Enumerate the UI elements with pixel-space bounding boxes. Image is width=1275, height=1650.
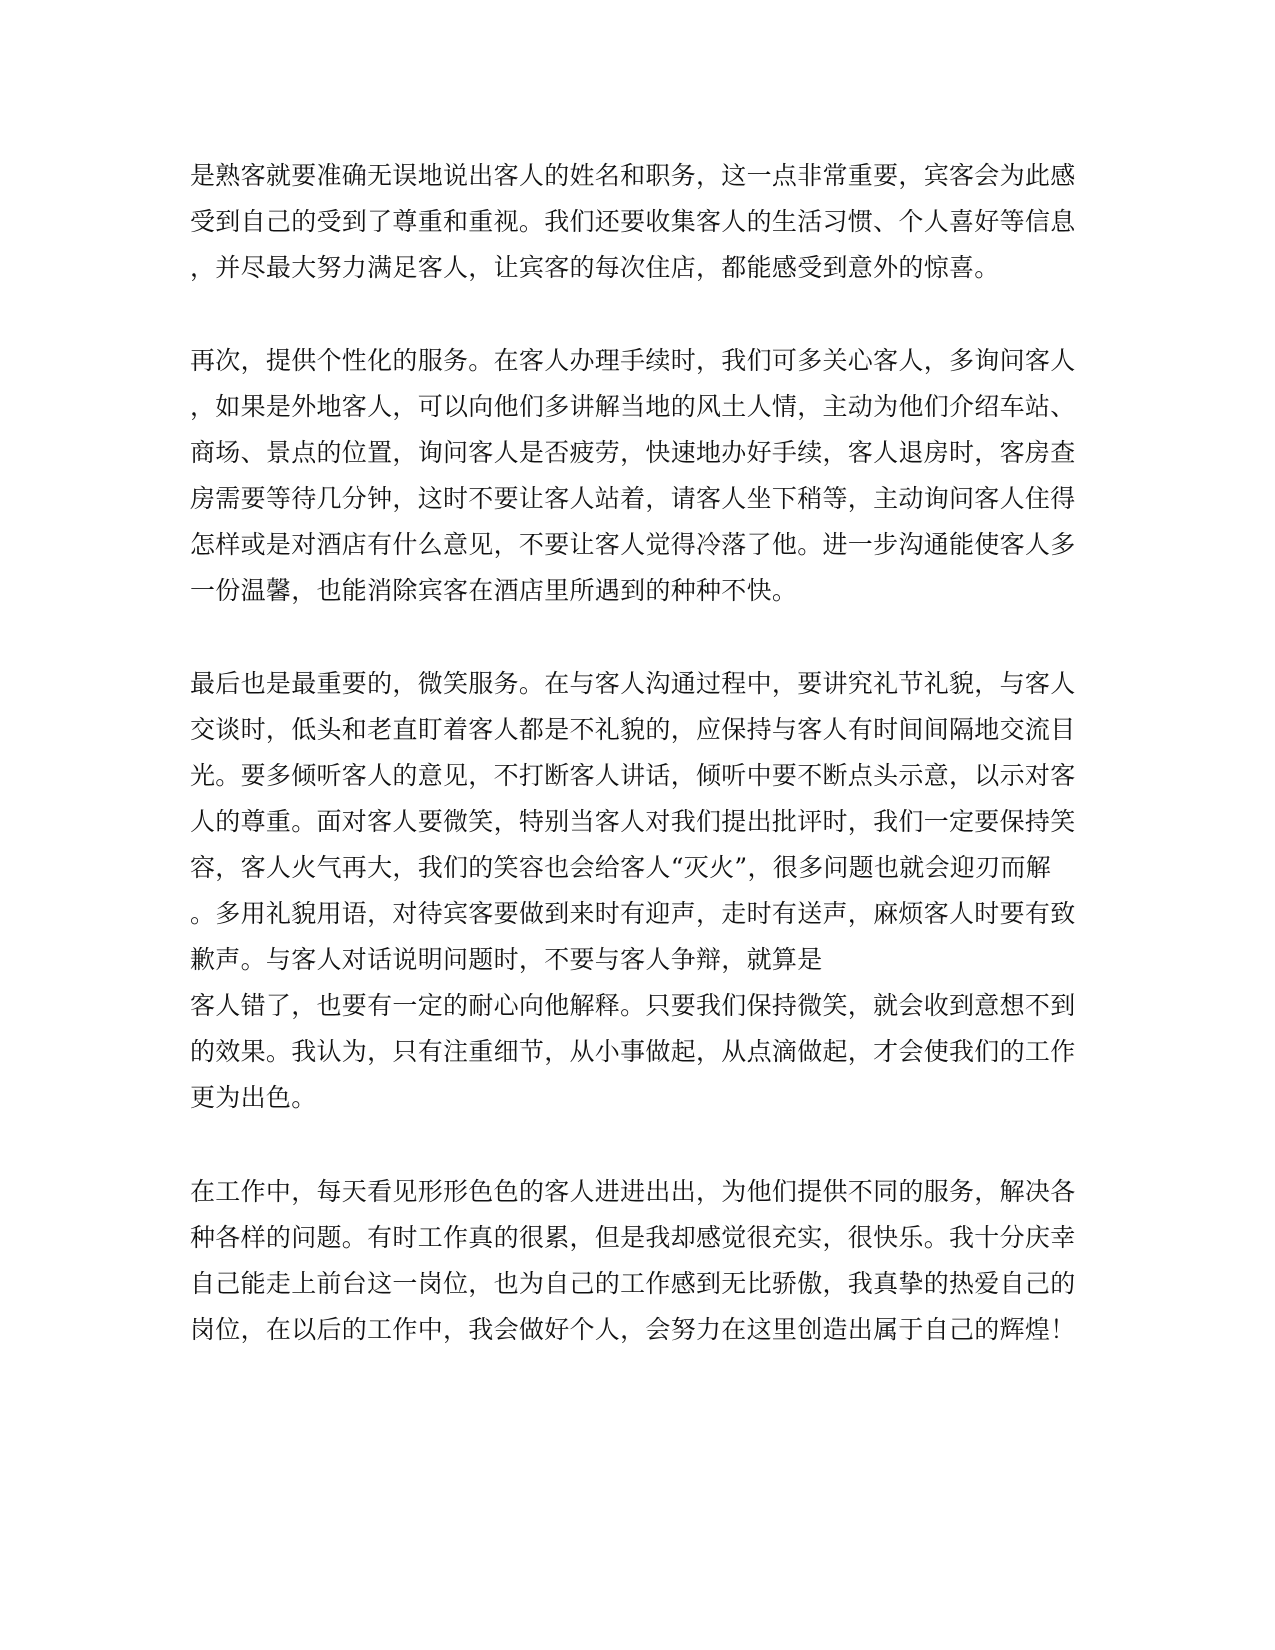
paragraph-4-line-1: 在工作中，每天看见形形色色的客人进进出出，为他们提供不同的服务，解决各 <box>190 1177 1076 1206</box>
paragraph-3-line-6: 。多用礼貌用语，对待宾客要做到来时有迎声，走时有送声，麻烦客人时要有致 <box>190 899 1076 928</box>
paragraph-4-line-3: 自己能走上前台这一岗位，也为自己的工作感到无比骄傲，我真挚的热爱自己的 <box>190 1269 1076 1298</box>
paragraph-2-line-3: 商场、景点的位置，询问客人是否疲劳，快速地办好手续，客人退房时，客房查 <box>190 438 1076 467</box>
paragraph-3-line-5: 容，客人火气再大，我们的笑容也会给客人“灭火”，很多问题也就会迎刃而解 <box>190 853 1052 882</box>
paragraph-3-line-7: 歉声。与客人对话说明问题时，不要与客人争辩，就算是 <box>190 945 823 974</box>
paragraph-3-line-8: 客人错了，也要有一定的耐心向他解释。只要我们保持微笑，就会收到意想不到 <box>190 991 1076 1020</box>
paragraph-2-line-5: 怎样或是对酒店有什么意见，不要让客人觉得冷落了他。进一步沟通能使客人多 <box>190 530 1076 559</box>
paragraph-1-line-2: 受到自己的受到了尊重和重视。我们还要收集客人的生活习惯、个人喜好等信息 <box>190 207 1076 236</box>
paragraph-2-line-6: 一份温馨，也能消除宾客在酒店里所遇到的种种不快。 <box>190 576 798 605</box>
paragraph-3-line-4: 人的尊重。面对客人要微笑，特别当客人对我们提出批评时，我们一定要保持笑 <box>190 807 1076 836</box>
paragraph-3-line-10: 更为出色。 <box>190 1083 317 1112</box>
paragraph-1-line-3: ，并尽最大努力满足客人，让宾客的每次住店，都能感受到意外的惊喜。 <box>190 253 1000 282</box>
paragraph-3-line-9: 的效果。我认为，只有注重细节，从小事做起，从点滴做起，才会使我们的工作 <box>190 1037 1076 1066</box>
paragraph-3-line-1: 最后也是最重要的，微笑服务。在与客人沟通过程中，要讲究礼节礼貌，与客人 <box>190 669 1076 698</box>
paragraph-4-line-2: 种各样的问题。有时工作真的很累，但是我却感觉很充实，很快乐。我十分庆幸 <box>190 1223 1076 1252</box>
paragraph-3-line-3: 光。要多倾听客人的意见，不打断客人讲话，倾听中要不断点头示意，以示对客 <box>190 761 1076 790</box>
paragraph-4-line-4: 岗位，在以后的工作中，我会做好个人，会努力在这里创造出属于自己的辉煌！ <box>190 1315 1076 1344</box>
paragraph-1-line-1: 是熟客就要准确无误地说出客人的姓名和职务，这一点非常重要，宾客会为此感 <box>190 161 1076 190</box>
paragraph-2-line-2: ，如果是外地客人，可以向他们多讲解当地的风土人情，主动为他们介绍车站、 <box>190 392 1076 421</box>
paragraph-2-line-1: 再次，提供个性化的服务。在客人办理手续时，我们可多关心客人，多询问客人 <box>190 346 1076 375</box>
paragraph-3-line-2: 交谈时，低头和老直盯着客人都是不礼貌的，应保持与客人有时间间隔地交流目 <box>190 715 1076 744</box>
paragraph-2-line-4: 房需要等待几分钟，这时不要让客人站着，请客人坐下稍等，主动询问客人住得 <box>190 484 1076 513</box>
